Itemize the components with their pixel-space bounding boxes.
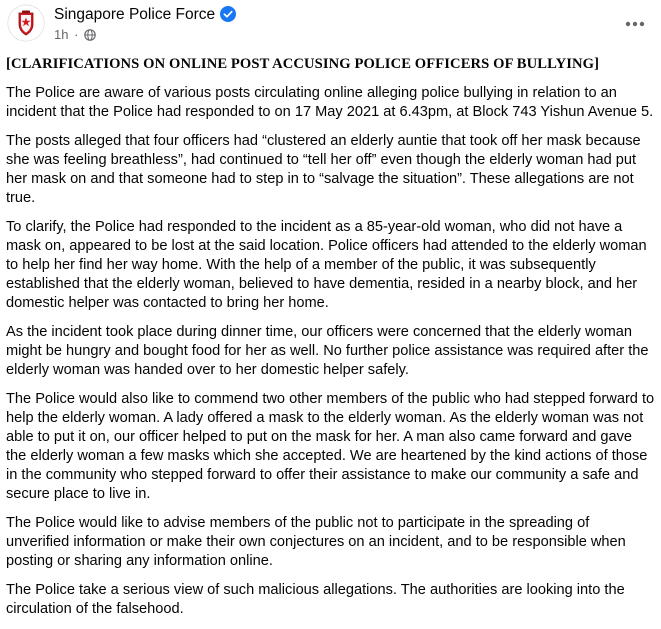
post-paragraph: The Police would also like to commend two other members of the public who had stepped forward to help the elderly woman. A lady offered a mask to the elderly woman. As the elderly woman was not able to put it on, our officer helped to put on the mask for her. A man also came forward and gave the elderly woman a few masks which she accepted. We are heartened by the kind actions of those in the community who stepped forward to offer their assistance to make our community a safe and secure place to live in. (6, 391, 655, 502)
post-paragraph: To clarify, the Police had responded to the incident as a 85-year-old woman, who did not have a mask on, appeared to be lost at the said location. Police officers had attended to the elderly woman to help her find her way home. With the help of a member of the public, it was subsequently established that the elderly woman, believed to have dementia, resided in a nearby block, and her domestic helper was contacted to bring her home. (6, 219, 647, 311)
post-paragraph: The Police would like to advise members of the public not to participate in the spreading of unverified information or make their own conjectures on an incident, and to be responsible when posting or sharing any information online. (6, 515, 626, 569)
verified-badge-icon (220, 6, 236, 22)
post-body (6, 55, 656, 629)
post-header (0, 0, 661, 52)
author-name[interactable]: Singapore Police Force (54, 6, 216, 23)
post-meta (54, 27, 96, 42)
post-paragraph: The posts alleged that four officers had “clustered an elderly auntie that took off her mask because she was feeling breathless”, had continued to “tell her off” even though the elderly woman had put her mask on and that someone had to step in to “salvage the situation”. These allegations are not true. (6, 133, 641, 206)
post-paragraph: As the incident took place during dinner time, our officers were concerned that the elderly woman might be hungry and bought food for her as well. No further police assistance was required after the elderly woman was handed over to her domestic helper safely. (6, 324, 649, 378)
post-paragraph: The Police are aware of various posts circulating online alleging police bullying in relation to an incident that the Police had responded to on 17 May 2021 at 6.43pm, at Block 743 Yishun Avenue 5. (6, 85, 654, 120)
post-timestamp[interactable]: 1h (54, 27, 69, 42)
post-headline: [CLARIFICATIONS ON ONLINE POST ACCUSING POLICE OFFICERS OF BULLYING] (6, 56, 600, 72)
singapore-police-crest-icon[interactable] (7, 4, 45, 42)
globe-icon[interactable] (84, 29, 96, 41)
post-paragraph: The Police take a serious view of such malicious allegations. The authorities are looking into the circulation of the falsehood. (6, 582, 625, 617)
page-name-row (54, 6, 236, 24)
more-options-icon[interactable] (622, 14, 648, 34)
meta-separator: · (74, 27, 79, 42)
